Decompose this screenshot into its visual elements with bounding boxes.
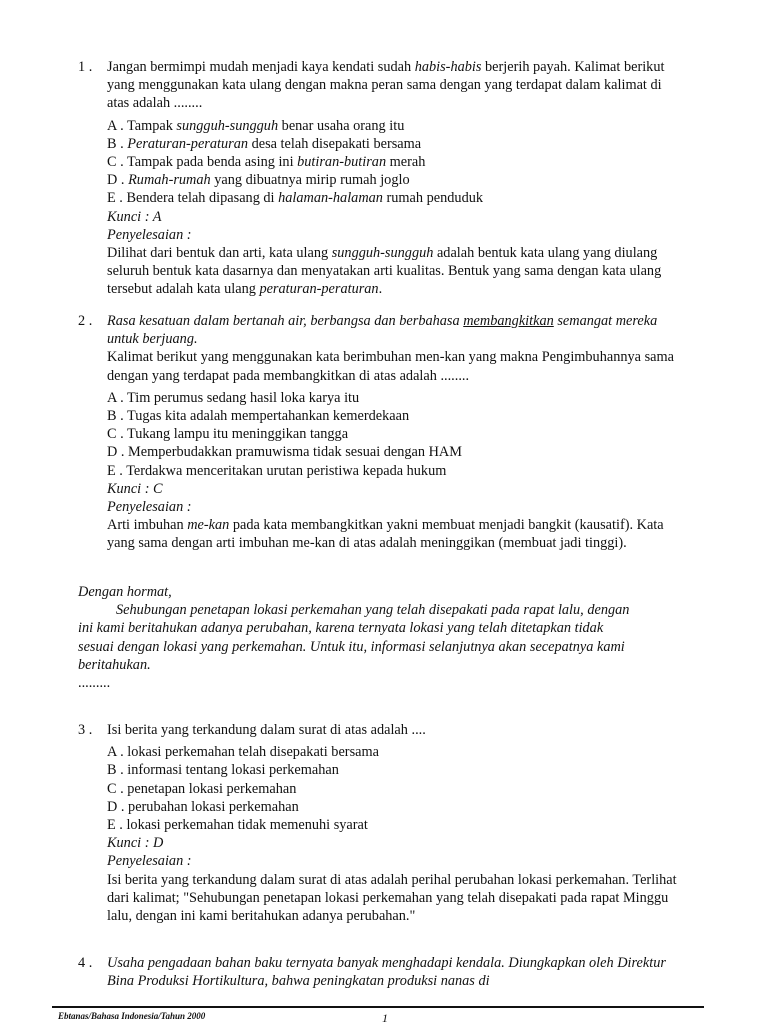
question-1-options — [107, 117, 678, 208]
letter-greeting: Dengan hormat, — [78, 584, 172, 600]
option-b: B . Tugas kita adalah mempertahankan kemerdekaan — [107, 408, 410, 425]
question-3 — [78, 721, 678, 925]
question-3-text: Isi berita yang terkandung dalam surat di atas adalah .... — [107, 722, 426, 738]
option-a: A . lokasi perkemahan telah disepakati bersama — [107, 744, 379, 761]
question-4-text: Usaha pengadaan bahan baku ternyata banyak menghadapi kendala. Diungkapkan oleh Direktur Bina Produksi Hortikultura, bahwa peningkatan produksi nanas di — [107, 955, 666, 990]
letter-ellipsis: ......... — [78, 675, 111, 692]
question-4 — [78, 954, 678, 990]
option-e: E . Bendera telah dipasang di halaman-halaman rumah penduduk — [107, 190, 484, 207]
letter-excerpt — [78, 583, 638, 692]
option-b: B . Peraturan-peraturan desa telah disepakati bersama — [107, 135, 422, 152]
option-d: D . perubahan lokasi perkemahan — [107, 798, 299, 815]
answer-key: Kunci : C — [107, 480, 163, 497]
solution-heading: Penyelesaian : — [107, 226, 192, 243]
option-b: B . informasi tentang lokasi perkemahan — [107, 762, 339, 779]
solution-heading: Penyelesaian : — [107, 499, 192, 516]
question-1-number: 1 . — [78, 59, 93, 75]
question-1 — [78, 58, 678, 299]
option-e: E . lokasi perkemahan tidak memenuhi syarat — [107, 817, 368, 834]
question-3-number: 3 . — [78, 722, 93, 738]
option-d: D . Rumah-rumah yang dibuatnya mirip rumah joglo — [107, 172, 410, 189]
solution-text: Isi berita yang terkandung dalam surat di atas adalah perihal perubahan lokasi perkemahan. Terlihat dari kalimat; "Sehubungan penetapan lokasi perkemahan yang telah disepakati pada rapat Minggu lalu, dengan ini kami beritahukan adanya perubahan." — [107, 871, 677, 925]
answer-key: Kunci : D — [107, 835, 164, 852]
option-c: C . Tampak pada benda asing ini butiran-butiran merah — [107, 154, 426, 171]
page-number: 1 — [382, 1011, 388, 1025]
option-c: C . penetapan lokasi perkemahan — [107, 780, 297, 797]
footer-source: Ebtanas/Bahasa Indonesia/Tahun 2000 — [58, 1011, 206, 1021]
question-2-options — [107, 389, 678, 480]
question-2-text: Kalimat berikut yang menggunakan kata berimbuhan men-kan yang makna Pengimbuhannya sama dengan yang terdapat pada membangkitkan di atas adalah ........ — [107, 349, 674, 384]
answer-key: Kunci : A — [107, 208, 162, 225]
solution-text: Arti imbuhan me-kan pada kata membangkitkan yakni membuat menjadi bangkit (kausatif). Kata yang sama dengan arti imbuhan me-kan di atas adalah meninggikan (membuat jadi tinggi). — [107, 517, 664, 552]
question-1-text: Jangan bermimpi mudah menjadi kaya kendati sudah habis-habis berjerih payah. Kalimat berikut yang menggunakan kata ulang dengan makna peran sama dengan yang terdapat dalam kalimat di atas adalah ........ — [107, 59, 665, 112]
solution-heading: Penyelesaian : — [107, 853, 192, 870]
solution-text: Dilihat dari bentuk dan arti, kata ulang sungguh-sungguh adalah bentuk kata ulang yang diulang seluruh bentuk kata dasarnya dan menyatakan arti kualitas. Bentuk yang sama dengan kata ulang tersebut adalah kata ulang peraturan-peraturan. — [107, 245, 662, 298]
footer-divider — [52, 1006, 704, 1008]
option-c: C . Tukang lampu itu meninggikan tangga — [107, 426, 349, 443]
option-d: D . Memperbudakkan pramuwisma tidak sesuai dengan HAM — [107, 444, 462, 461]
question-2-quote: Rasa kesatuan dalam bertanah air, berbangsa dan berbahasa membangkitkan semangat mereka untuk berjuang. — [107, 313, 658, 348]
option-a: A . Tim perumus sedang hasil loka karya itu — [107, 389, 360, 406]
question-2-number: 2 . — [78, 313, 93, 329]
question-3-options — [107, 743, 678, 834]
letter-body: Sehubungan penetapan lokasi perkemahan yang telah disepakati pada rapat lalu, dengan ini kami beritahukan adanya perubahan, karena ternyata lokasi yang telah ditetapkan tidak sesuai dengan lokasi yang perkemahan. Untuk itu, informasi selanjutnya akan secepatnya kami beritahukan. — [78, 602, 630, 673]
option-e: E . Terdakwa menceritakan urutan peristiwa kepada hukum — [107, 462, 447, 479]
question-4-number: 4 . — [78, 955, 93, 971]
option-a: A . Tampak sungguh-sungguh benar usaha orang itu — [107, 117, 405, 134]
question-2 — [78, 312, 678, 553]
